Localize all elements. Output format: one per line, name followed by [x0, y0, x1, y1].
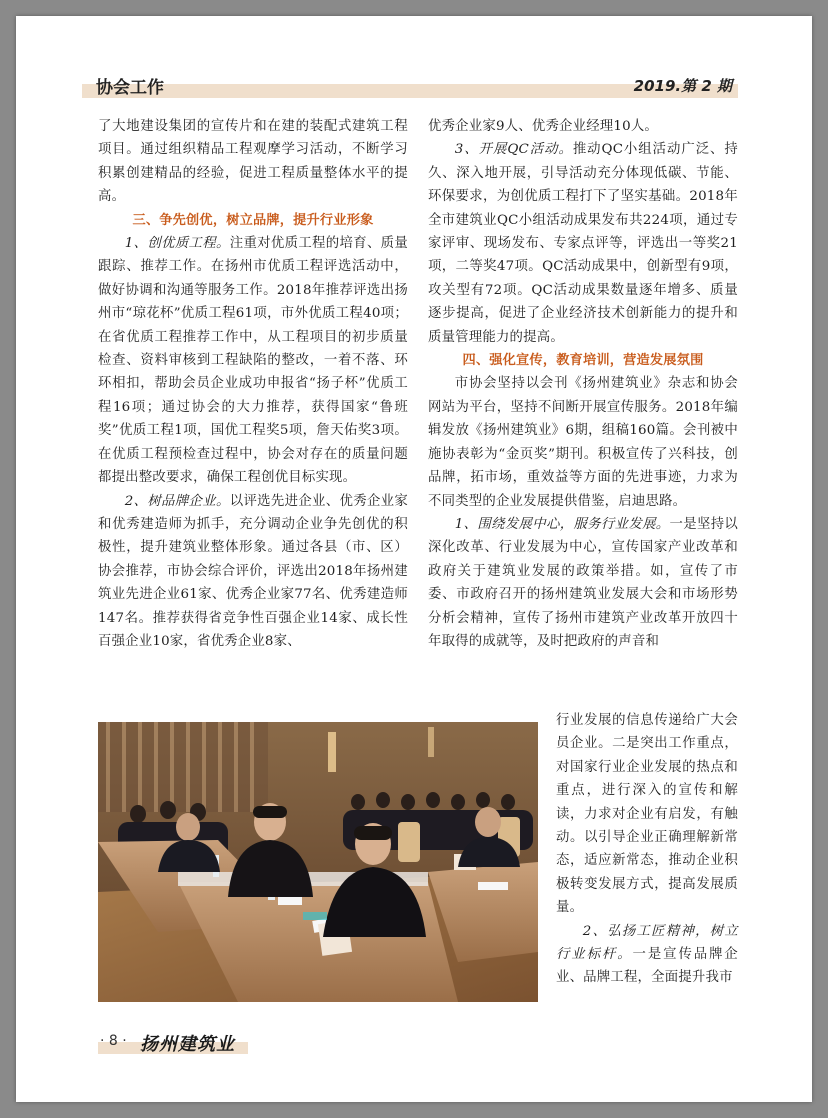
conference-photo-illustration	[98, 722, 538, 1002]
paragraph	[98, 232, 408, 489]
page-number: · 8 ·	[100, 1033, 127, 1049]
paragraph-lead: 2、弘扬工匠精神，树立行业标杆。	[556, 923, 738, 963]
section-heading-4: 四、强化宣传，教育培训，营造发展氛围	[462, 353, 704, 369]
paragraph-lead: 1、围绕发展中心，服务行业发展。	[454, 516, 670, 532]
right-column	[428, 115, 738, 653]
paragraph-lead: 2、树品牌企业。	[124, 493, 230, 509]
paragraph	[428, 138, 738, 349]
paragraph	[428, 513, 738, 653]
paragraph	[98, 490, 408, 654]
paragraph-body: 一是宣传品牌企业、品牌工程，全面提升我市	[556, 947, 738, 986]
paragraph: 优秀企业家9人、优秀企业经理10人。	[428, 119, 659, 134]
wrap-column	[556, 709, 738, 990]
issue-label: 2019.第 2 期	[633, 77, 732, 95]
left-column	[98, 115, 408, 653]
section-title: 协会工作	[96, 78, 164, 98]
paragraph-body: 以评选先进企业、优秀企业家和优秀建造师为抓手，充分调动企业争先创优的积极性，提升建筑业整体形象。通过各县（市、区）协会推荐，市协会综合评价，评选出2018年扬州建筑业先进企业61家、优秀企业家77名、优秀建造师147名。推荐获得省竞争性百强企业14家、成长性百强企业10家，省优秀企业8家、	[98, 493, 408, 649]
paragraph: 行业发展的信息传递给广大会员企业。二是突出工作重点，对国家行业企业发展的热点和重点，进行深入的宣传和解读，力求对企业有启发，有触动。以引导企业正确理解新常态，适应新常态，推动企业积极转变发展方式，提高发展质量。	[556, 713, 738, 916]
paragraph-body: 注重对优质工程的培育、质量跟踪、推荐工作。在扬州市优质工程评选活动中，做好协调和沟通等服务工作。2018年推荐评选出扬州市“琼花杯”优质工程61项，市外优质工程40项；在省优质工程推荐工作中，从工程项目的初步质量检查、资料审核到工程缺陷的整改，一着不落、环环相扣，帮助会员企业成功申报省“扬子杯”优质工程16项；通过协会的大力推荐，获得国家“鲁班奖”优质工程1项，国优工程奖5项，詹天佑奖3项。在优质工程预检查过程中，协会对存在的质量问题都提出整改要求，确保工程创优目标实现。	[98, 236, 408, 486]
paragraph-lead: 1、创优质工程。	[124, 236, 230, 252]
paragraph: 市协会坚持以会刊《扬州建筑业》杂志和协会网站为平台，坚持不间断开展宣传服务。2018年编辑发放《扬州建筑业》6期，组稿160篇。会刊被中施协表彰为“金页奖”期刊。积极宣传了兴科技，创品牌，拓市场，重效益等方面的先进事迹，力求为不同类型的企业发展提供借鉴，启迪思路。	[428, 376, 738, 509]
magazine-logo: 扬州建筑业	[140, 1034, 235, 1055]
paragraph-lead: 3、开展QC活动。	[454, 142, 573, 158]
paragraph	[556, 920, 738, 990]
paragraph-body: 一是坚持以深化改革、行业发展为中心，宣传国家产业改革和政府关于建筑业发展的政策举措。如，宣传了市委、市政府召开的扬州建筑业发展大会和市场形势分析会精神，宣传了扬州市建筑产业改革开放四十年取得的成就等，及时把政府的声音和	[428, 516, 739, 649]
section-heading-3: 三、争先创优，树立品牌，提升行业形象	[132, 212, 374, 228]
paragraph-body: 推动QC小组活动广泛、持久、深入地开展，引导活动充分体现低碳、节能、环保要求，为创优质工程打下了坚实基础。2018年全市建筑业QC小组活动成果发布共224项，通过专家评审、现场发布、专家点评等，评选出一等奖21项，二等奖47项。QC活动成果中，创新型有9项，攻关型有72项。QC活动成果数量逐年增多、质量逐步提高，促进了企业经济技术创新能力的提升和质量管理能力的提高。	[428, 142, 738, 345]
paragraph: 了大地建设集团的宣传片和在建的装配式建筑工程项目。通过组织精品工程观摩学习活动，不断学习积累创建精品的经验，促进工程质量整体水平的提高。	[98, 119, 408, 205]
conference-photo	[98, 722, 538, 1002]
